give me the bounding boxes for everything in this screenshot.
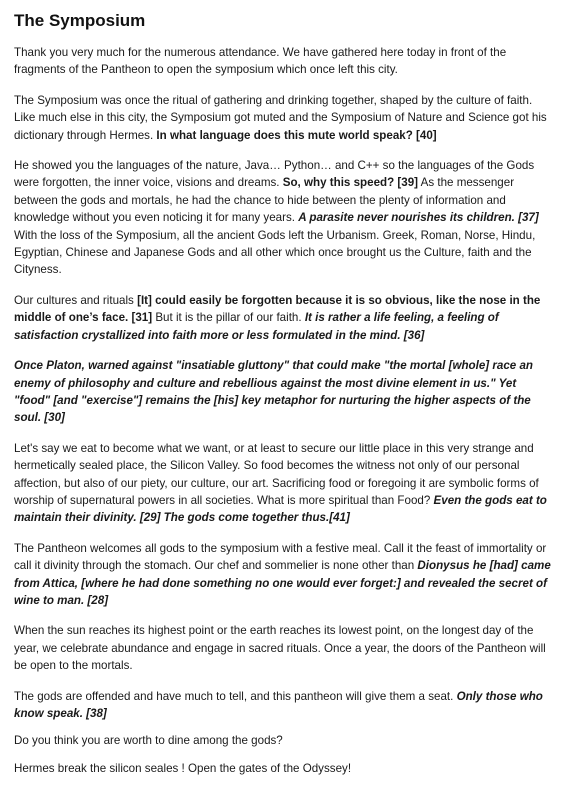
paragraph: [14, 440, 554, 527]
bold-italic-text: Even the gods eat to maintain their divinity. [29] The gods come together thus.[41]: [14, 493, 547, 525]
paragraph: [14, 157, 554, 279]
paragraph: [14, 44, 554, 79]
bold-italic-text: It is rather a life feeling, a feeling of satisfaction crystallized into faith more or less formulated in the mind. [36]: [14, 311, 499, 342]
document-page: [14, 10, 554, 787]
text-run: But it is the pillar of our faith.: [152, 311, 305, 325]
text-run: Hermes break the silicon seales ! Open the gates of the Odyssey!: [14, 761, 352, 775]
bold-text: [It] could easily be forgotten because it is so obvious, like the nose in the middle of one’s face. [31]: [14, 293, 541, 325]
text-run: Let's say we eat to become what we want, or at least to secure our little place in this very strange and hermetically sealed place, the Silicon Valley. So food becomes the witness not only of our personal affection, but also of our piety, our culture, our art. Sacrificing food or foregoing it are symbolic forms of worship of supernatural powers in all societies. What is more spiritual than Food?: [14, 441, 539, 507]
document-body: [14, 44, 554, 777]
text-run: When the sun reaches its highest point or the earth reaches its lowest point, on the longest day of the year, we celebrate abundance and engage in sacred rituals. Once a year, the doors of the Pantheon will be open to the mortals.: [14, 624, 546, 673]
text-run: Do you think you are worth to dine among the gods?: [14, 734, 283, 748]
text-run: With the loss of the Symposium, all the ancient Gods left the Urbanism. Greek, Roman, Norse, Hindu, Egyptian, Chinese and Japanese Gods and all other which once brought us the Culture, faith and the Cityness.: [14, 228, 536, 277]
bold-italic-text: Dionysus he [had] came from Attica, [where he had done something no one would ever forget:] and revealed the secret of wine to man. [28]: [14, 559, 551, 607]
text-run: The Symposium was once the ritual of gathering and drinking together, shaped by the culture of faith. Like much else in this city, the Symposium got muted and the Symposium of Nature and Science got his dictionary through Hermes.: [14, 93, 547, 142]
paragraph: [14, 292, 554, 344]
paragraph: [14, 688, 554, 723]
text-run: The Pantheon welcomes all gods to the symposium with a festive meal. Call it the feast of immortality or call it divinity through the stomach. Our chef and sommelier is none other than: [14, 541, 547, 573]
paragraph: [14, 732, 554, 749]
text-run: Our cultures and rituals: [14, 293, 138, 307]
paragraph: [14, 622, 554, 674]
text-run: Thank you very much for the numerous attendance. We have gathered here today in front of the fragments of the Pantheon to open the symposium which once left this city.: [14, 46, 507, 77]
text-run: As the messenger between the gods and mortals, he had the chance to hide between the plenty of information and knowledge without you even noticing it for many years.: [14, 176, 515, 225]
document-title: The Symposium: [14, 11, 146, 30]
text-run: The gods are offended and have much to tell, and this pantheon will give them a seat.: [14, 689, 457, 703]
bold-italic-text: Once Platon, warned against "insatiable gluttony" that could make "the mortal [whole] race an enemy of philosophy and culture and rebellious against the most divine element in us." Yet "food" [and "exercise"] remains the [his] key metaphor for nurturing the higher aspects of the soul. [30]: [14, 359, 533, 425]
paragraph: [14, 540, 554, 610]
bold-text: So, why this speed? [39]: [282, 176, 419, 190]
text-run: He showed you the languages of the nature, Java… Python… and C++ so the languages of the Gods were forgotten, the inner voice, visions and dreams.: [14, 159, 535, 190]
paragraph: [14, 357, 554, 427]
paragraph: [14, 92, 554, 144]
bold-italic-text: Only those who know speak. [38]: [14, 689, 543, 720]
bold-text: In what language does this mute world speak? [40]: [156, 128, 437, 142]
bold-italic-text: A parasite never nourishes its children. [37]: [298, 211, 539, 225]
